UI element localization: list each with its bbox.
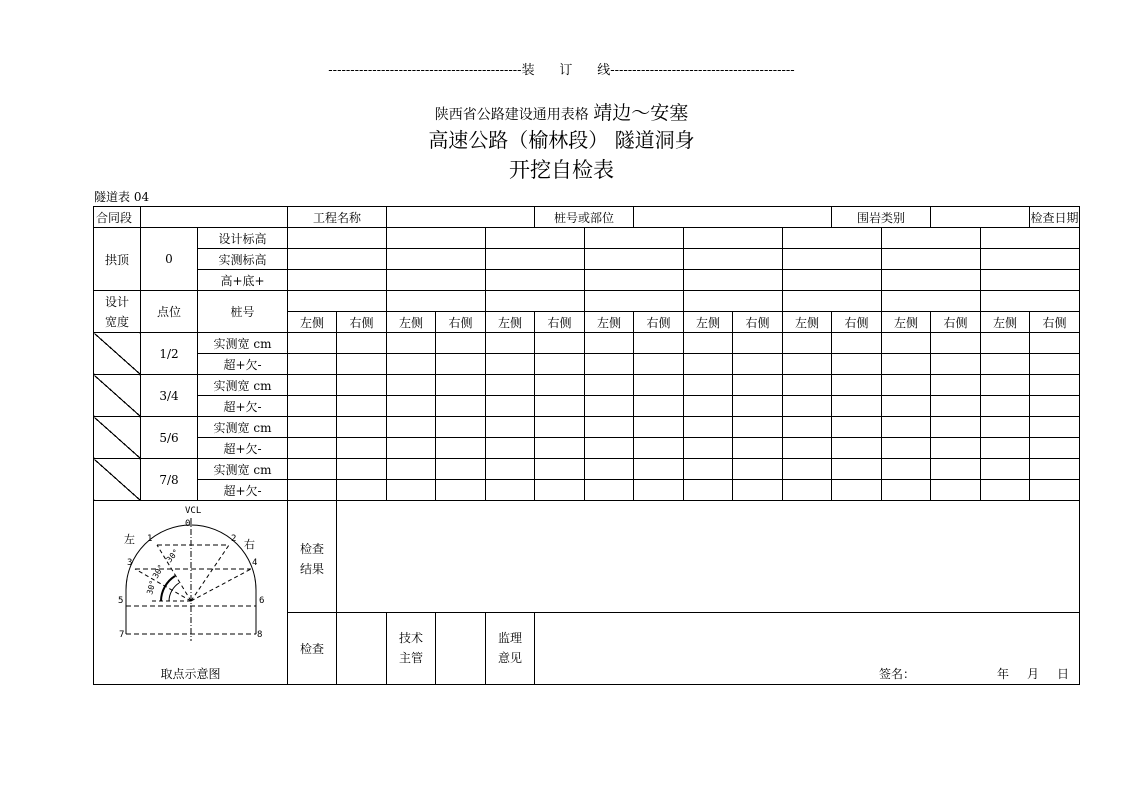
- cell[interactable]: [535, 417, 585, 438]
- cell[interactable]: [486, 438, 535, 459]
- cell[interactable]: [337, 333, 387, 354]
- station-value[interactable]: [634, 207, 832, 228]
- cell[interactable]: [783, 459, 832, 480]
- design-width-label: [94, 291, 141, 333]
- right-side-header: 右侧: [337, 312, 387, 333]
- diagonal-cell: [94, 375, 141, 417]
- point-label-5: 5: [118, 596, 124, 606]
- cell[interactable]: [1030, 354, 1080, 375]
- cell[interactable]: [535, 396, 585, 417]
- cell[interactable]: [832, 480, 882, 501]
- cell[interactable]: [882, 270, 981, 291]
- cell[interactable]: [1030, 417, 1080, 438]
- over-under-label: 超+欠-: [198, 438, 288, 459]
- form-number: 隧道表 04: [94, 190, 150, 204]
- supervisor-line1: 监理: [498, 631, 523, 646]
- right-side-header: 右侧: [733, 312, 783, 333]
- cell[interactable]: [535, 375, 585, 396]
- result-label-cell: [288, 501, 337, 613]
- cell[interactable]: [931, 396, 981, 417]
- diagonal-cell: [94, 459, 141, 501]
- angle-arc-inner: [169, 583, 179, 601]
- cell[interactable]: [486, 459, 535, 480]
- cell[interactable]: [486, 249, 585, 270]
- cell[interactable]: [288, 480, 337, 501]
- cell[interactable]: [1030, 333, 1080, 354]
- cell[interactable]: [387, 438, 436, 459]
- cell[interactable]: [882, 249, 981, 270]
- signature-label: 签名：: [879, 667, 916, 681]
- cell[interactable]: [981, 270, 1080, 291]
- right-side-header: 右侧: [931, 312, 981, 333]
- cell[interactable]: [535, 459, 585, 480]
- diagram-caption: 取点示意图: [160, 667, 221, 681]
- contract-label: 合同段: [94, 207, 141, 228]
- station-cell[interactable]: [288, 291, 387, 312]
- point-row-diff: [94, 354, 1080, 375]
- point-label-2: 2: [231, 534, 237, 544]
- supervisor-line2: 意见: [498, 651, 523, 666]
- cell[interactable]: [981, 459, 1030, 480]
- cell[interactable]: [981, 333, 1030, 354]
- cell[interactable]: [684, 270, 783, 291]
- point-label-0: 0: [185, 519, 191, 529]
- point-name: 5/6: [141, 417, 198, 459]
- crown-point: 0: [141, 228, 198, 291]
- cell[interactable]: [832, 438, 882, 459]
- cell[interactable]: [832, 333, 882, 354]
- cell[interactable]: [684, 333, 733, 354]
- cell[interactable]: [931, 375, 981, 396]
- cell[interactable]: [486, 396, 535, 417]
- cell[interactable]: [832, 396, 882, 417]
- rock-class-label: 围岩类别: [832, 207, 931, 228]
- left-side-header: 左侧: [882, 312, 931, 333]
- cell[interactable]: [783, 333, 832, 354]
- cell[interactable]: [684, 417, 733, 438]
- cell[interactable]: [634, 375, 684, 396]
- year-label: 年: [997, 667, 1010, 681]
- cell[interactable]: [783, 354, 832, 375]
- design-width-line1: 设计: [104, 294, 129, 309]
- cell[interactable]: [931, 354, 981, 375]
- cell[interactable]: [585, 333, 634, 354]
- measured-width-label: 实测宽 cm: [198, 375, 288, 396]
- cell[interactable]: [981, 438, 1030, 459]
- cell[interactable]: [783, 228, 882, 249]
- cell[interactable]: [288, 417, 337, 438]
- point-name: 3/4: [141, 375, 198, 417]
- vcl-label: VCL: [185, 506, 202, 516]
- cell[interactable]: [684, 249, 783, 270]
- left-side-header: 左侧: [981, 312, 1030, 333]
- point-label: 点位: [141, 291, 198, 333]
- radial-2: [191, 545, 229, 601]
- crown-label: 拱顶: [94, 228, 141, 291]
- cell[interactable]: [634, 333, 684, 354]
- tech-manager-label: [387, 612, 436, 684]
- cell[interactable]: [288, 228, 387, 249]
- station-no-label: 桩号: [198, 291, 288, 333]
- cell[interactable]: [585, 459, 634, 480]
- left-side-header: 左侧: [585, 312, 634, 333]
- cell[interactable]: [1030, 375, 1080, 396]
- measured-width-label: 实测宽 cm: [198, 417, 288, 438]
- cell[interactable]: [288, 459, 337, 480]
- cell[interactable]: [535, 333, 585, 354]
- cell[interactable]: [337, 396, 387, 417]
- cell[interactable]: [486, 375, 535, 396]
- cell[interactable]: [684, 459, 733, 480]
- cell[interactable]: [931, 459, 981, 480]
- point-label-1: 1: [147, 534, 153, 544]
- binding-dashes-right: ------------------------------------------: [610, 63, 795, 78]
- signature-line: [535, 666, 1079, 682]
- radial-4: [191, 569, 251, 601]
- left-side-header: 左侧: [684, 312, 733, 333]
- cell[interactable]: [882, 354, 931, 375]
- binding-word-ding: 订: [559, 63, 573, 78]
- cell[interactable]: [981, 396, 1030, 417]
- point-row-measured: [94, 375, 1080, 396]
- check-label-cell: [288, 612, 337, 684]
- cell[interactable]: [387, 375, 436, 396]
- crown-row-design: [94, 228, 1080, 249]
- tech-manager-line1: 技术: [399, 631, 424, 646]
- cell[interactable]: [337, 438, 387, 459]
- cell[interactable]: [981, 354, 1030, 375]
- crown-diff-label: 高+底+: [198, 270, 288, 291]
- cell[interactable]: [436, 459, 486, 480]
- cell[interactable]: [931, 480, 981, 501]
- title-prefix: 陕西省公路建设通用表格: [434, 107, 589, 123]
- cell[interactable]: [585, 354, 634, 375]
- check-date-label: 检查日期: [1030, 207, 1080, 228]
- cell[interactable]: [288, 396, 337, 417]
- point-row-measured: [94, 459, 1080, 480]
- cell[interactable]: [585, 270, 684, 291]
- cell[interactable]: [585, 438, 634, 459]
- cell[interactable]: [634, 396, 684, 417]
- result-label: [288, 539, 336, 579]
- right-side-header: 右侧: [832, 312, 882, 333]
- binding-dashes-left: --------------------------------------------: [328, 63, 522, 78]
- cell[interactable]: [436, 333, 486, 354]
- cell[interactable]: [783, 270, 882, 291]
- point-row-measured: [94, 333, 1080, 354]
- station-cell[interactable]: [585, 291, 684, 312]
- left-side-header: 左侧: [387, 312, 436, 333]
- cell[interactable]: [684, 480, 733, 501]
- cell[interactable]: [387, 228, 486, 249]
- cell[interactable]: [1030, 459, 1080, 480]
- cell[interactable]: [585, 228, 684, 249]
- diagonal-cell: [94, 417, 141, 459]
- cell[interactable]: [634, 459, 684, 480]
- rock-class-value[interactable]: [931, 207, 1030, 228]
- cell[interactable]: [1030, 438, 1080, 459]
- station-cell[interactable]: [486, 291, 585, 312]
- angle-label-a: 30°: [164, 547, 181, 565]
- radial-3: [135, 569, 191, 601]
- point-row-diff: [94, 438, 1080, 459]
- tunnel-section-diagram: [94, 501, 288, 667]
- cell[interactable]: [733, 375, 783, 396]
- cell[interactable]: [733, 333, 783, 354]
- cell[interactable]: [337, 417, 387, 438]
- check-label: 检查: [299, 641, 324, 656]
- design-width-line2: 宽度: [104, 314, 129, 329]
- cell[interactable]: [337, 459, 387, 480]
- cell[interactable]: [981, 249, 1080, 270]
- cell[interactable]: [634, 480, 684, 501]
- cell[interactable]: [981, 480, 1030, 501]
- cell[interactable]: [288, 333, 337, 354]
- cell[interactable]: [387, 459, 436, 480]
- measured-width-label: 实测宽 cm: [198, 459, 288, 480]
- cell[interactable]: [387, 354, 436, 375]
- title-line-2: 高速公路（榆林段） 隧道洞身: [428, 128, 695, 152]
- cell[interactable]: [684, 438, 733, 459]
- cell[interactable]: [535, 354, 585, 375]
- tech-manager-line2: 主管: [399, 651, 424, 666]
- diagram-left-label: 左: [124, 533, 135, 546]
- diagonal-cell: [94, 333, 141, 375]
- header-row: [94, 207, 1080, 228]
- cell[interactable]: [684, 375, 733, 396]
- cell[interactable]: [882, 417, 931, 438]
- cell[interactable]: [832, 375, 882, 396]
- supervisor-opinion-label: [486, 612, 535, 684]
- width-header-row-1: [94, 291, 1080, 312]
- crown-design-label: 设计标高: [198, 228, 288, 249]
- cell[interactable]: [733, 438, 783, 459]
- left-side-header: 左侧: [288, 312, 337, 333]
- cell[interactable]: [387, 480, 436, 501]
- cell[interactable]: [832, 354, 882, 375]
- point-name: 1/2: [141, 333, 198, 375]
- cell[interactable]: [337, 480, 387, 501]
- result-label-line2: 结果: [299, 562, 324, 576]
- cell[interactable]: [436, 417, 486, 438]
- cell[interactable]: [882, 438, 931, 459]
- cell[interactable]: [882, 480, 931, 501]
- cell[interactable]: [832, 417, 882, 438]
- cell[interactable]: [585, 396, 634, 417]
- cell[interactable]: [733, 417, 783, 438]
- station-cell[interactable]: [387, 291, 486, 312]
- cell[interactable]: [436, 354, 486, 375]
- check-value[interactable]: [337, 612, 387, 684]
- cell[interactable]: [387, 417, 436, 438]
- over-under-label: 超+欠-: [198, 480, 288, 501]
- cell[interactable]: [783, 417, 832, 438]
- cell[interactable]: [882, 396, 931, 417]
- cell[interactable]: [931, 333, 981, 354]
- cell[interactable]: [931, 438, 981, 459]
- title-line-1: [0, 98, 1123, 125]
- cell[interactable]: [832, 459, 882, 480]
- crown-row-diff: [94, 270, 1080, 291]
- cell[interactable]: [882, 333, 931, 354]
- project-name-value[interactable]: [387, 207, 535, 228]
- binding-word-zhuang: 装: [521, 63, 535, 78]
- cell[interactable]: [486, 480, 535, 501]
- cell[interactable]: [585, 249, 684, 270]
- crown-measured-label: 实测标高: [198, 249, 288, 270]
- cell[interactable]: [387, 249, 486, 270]
- point-row-diff: [94, 480, 1080, 501]
- cell[interactable]: [535, 480, 585, 501]
- over-under-label: 超+欠-: [198, 354, 288, 375]
- project-name-label: 工程名称: [288, 207, 387, 228]
- cell[interactable]: [436, 438, 486, 459]
- cell[interactable]: [288, 375, 337, 396]
- point-row-diff: [94, 396, 1080, 417]
- cell[interactable]: [337, 354, 387, 375]
- cell[interactable]: [436, 396, 486, 417]
- point-label-4: 4: [252, 558, 258, 568]
- cell[interactable]: [634, 438, 684, 459]
- point-label-6: 6: [259, 596, 265, 606]
- cell[interactable]: [733, 354, 783, 375]
- cell[interactable]: [733, 480, 783, 501]
- cell[interactable]: [1030, 480, 1080, 501]
- cell[interactable]: [783, 249, 882, 270]
- right-side-header: 右侧: [634, 312, 684, 333]
- cell[interactable]: [337, 375, 387, 396]
- cell[interactable]: [981, 375, 1030, 396]
- cell[interactable]: [981, 228, 1080, 249]
- cell[interactable]: [981, 417, 1030, 438]
- cell[interactable]: [783, 480, 832, 501]
- right-side-header: 右侧: [535, 312, 585, 333]
- cell[interactable]: [783, 438, 832, 459]
- title-route: 靖边～安塞: [593, 102, 689, 124]
- cell[interactable]: [486, 354, 535, 375]
- cell[interactable]: [882, 228, 981, 249]
- binding-line: [0, 59, 1123, 78]
- right-side-header: 右侧: [1030, 312, 1080, 333]
- cell[interactable]: [486, 228, 585, 249]
- right-side-header: 右侧: [436, 312, 486, 333]
- cell[interactable]: [585, 417, 634, 438]
- diagram-right-label: 右: [244, 538, 255, 551]
- cell[interactable]: [882, 459, 931, 480]
- cell[interactable]: [436, 375, 486, 396]
- station-cell[interactable]: [882, 291, 981, 312]
- cell[interactable]: [634, 354, 684, 375]
- day-label: 日: [1057, 667, 1070, 681]
- station-label: 桩号或部位: [535, 207, 634, 228]
- point-name: 7/8: [141, 459, 198, 501]
- inspection-table: [93, 206, 1080, 685]
- point-label-8: 8: [257, 630, 263, 640]
- cell[interactable]: [288, 354, 337, 375]
- month-label: 月: [1027, 667, 1040, 681]
- diagram-cell: [94, 501, 288, 685]
- cell[interactable]: [288, 249, 387, 270]
- point-label-3: 3: [127, 558, 133, 568]
- measured-width-label: 实测宽 cm: [198, 333, 288, 354]
- cell[interactable]: [733, 459, 783, 480]
- cell[interactable]: [486, 333, 535, 354]
- supervisor-opinion-value[interactable]: [535, 612, 1080, 684]
- over-under-label: 超+欠-: [198, 396, 288, 417]
- point-row-measured: [94, 417, 1080, 438]
- crown-row-measured: [94, 249, 1080, 270]
- cell[interactable]: [882, 375, 931, 396]
- cell[interactable]: [783, 396, 832, 417]
- left-side-header: 左侧: [486, 312, 535, 333]
- station-cell[interactable]: [684, 291, 783, 312]
- cell[interactable]: [585, 480, 634, 501]
- cell[interactable]: [288, 438, 337, 459]
- binding-word-xian: 线: [597, 63, 611, 78]
- result-row: [94, 501, 1080, 613]
- station-cell[interactable]: [783, 291, 882, 312]
- cell[interactable]: [684, 354, 733, 375]
- result-value[interactable]: [337, 501, 1080, 613]
- left-side-header: 左侧: [783, 312, 832, 333]
- cell[interactable]: [288, 270, 387, 291]
- angle-label-c: 30°: [145, 579, 158, 596]
- angle-label-b: 30°: [150, 562, 166, 580]
- tech-manager-value[interactable]: [436, 612, 486, 684]
- cell[interactable]: [931, 417, 981, 438]
- cell[interactable]: [585, 375, 634, 396]
- cell[interactable]: [486, 270, 585, 291]
- title-line-3: 开挖自检表: [509, 158, 614, 182]
- result-label-line1: 检查: [299, 542, 324, 556]
- cell[interactable]: [387, 333, 436, 354]
- station-cell[interactable]: [981, 291, 1080, 312]
- cell[interactable]: [684, 228, 783, 249]
- contract-value[interactable]: [141, 207, 288, 228]
- cell[interactable]: [387, 270, 486, 291]
- point-label-7: 7: [119, 630, 125, 640]
- cell[interactable]: [535, 438, 585, 459]
- cell[interactable]: [634, 417, 684, 438]
- cell[interactable]: [783, 375, 832, 396]
- cell[interactable]: [436, 480, 486, 501]
- cell[interactable]: [387, 396, 436, 417]
- cell[interactable]: [1030, 396, 1080, 417]
- cell[interactable]: [733, 396, 783, 417]
- cell[interactable]: [486, 417, 535, 438]
- cell[interactable]: [684, 396, 733, 417]
